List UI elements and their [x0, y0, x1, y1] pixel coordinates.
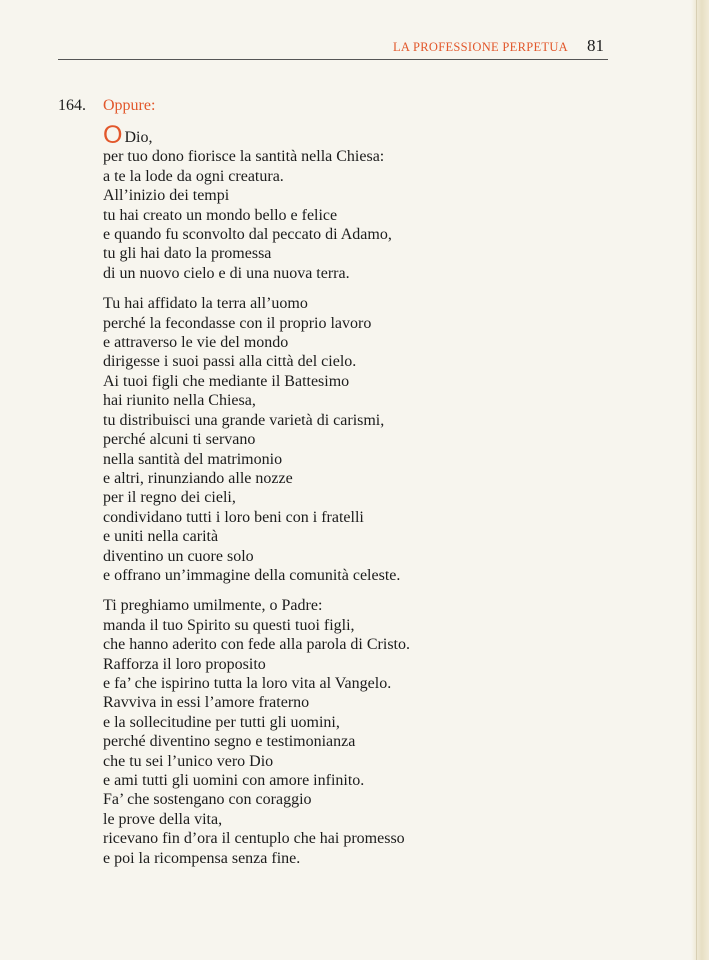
page-binding-edge: [691, 0, 709, 960]
prayer-line: condividano tutti i loro beni con i fratelli: [103, 508, 364, 526]
prayer-line: e poi la ricompensa senza fine.: [103, 849, 301, 867]
header-rule: [58, 59, 608, 60]
prayer-line: perché diventino segno e testimonianza: [103, 733, 356, 751]
prayer-line: che tu sei l’unico vero Dio: [103, 752, 274, 770]
prayer-line: per il regno dei cieli,: [103, 489, 236, 507]
prayer-text: [103, 121, 573, 879]
prayer-line: e ami tutti gli uomini con amore infinito.: [103, 772, 365, 789]
prayer-stanza: [103, 294, 573, 585]
prayer-line: tu hai creato un mondo bello e felice: [103, 206, 338, 224]
prayer-stanza: [103, 596, 573, 868]
prayer-line: e attraverso le vie del mondo: [103, 334, 289, 352]
prayer-line: hai riunito nella Chiesa,: [103, 392, 256, 410]
prayer-line: Ai tuoi figli che mediante il Battesimo: [103, 372, 350, 390]
first-line-text: Dio,: [124, 129, 153, 146]
prayer-line: tu distribuisci una grande varietà di carismi,: [103, 411, 385, 429]
prayer-line: perché la fecondasse con il proprio lavoro: [103, 314, 372, 332]
prayer-line: e offrano un’immagine della comunità celeste.: [103, 566, 401, 584]
prayer-line: che hanno aderito con fede alla parola di Cristo.: [103, 636, 410, 654]
page-header: [58, 30, 608, 58]
running-title: LA PROFESSIONE PERPETUA: [393, 40, 568, 54]
prayer-line: Rafforza il loro proposito: [103, 655, 266, 673]
page-number: 81: [587, 36, 604, 55]
prayer-line: e uniti nella carità: [103, 528, 219, 546]
prayer-line: a te la lode da ogni creatura.: [103, 167, 284, 185]
prayer-line: dirigesse i suoi passi alla città del cielo.: [103, 353, 357, 371]
prayer-line: le prove della vita,: [103, 810, 223, 828]
prayer-line: di un nuovo cielo e di una nuova terra.: [103, 264, 350, 282]
prayer-line: All’inizio dei tempi: [103, 187, 230, 205]
section-label: Oppure:: [103, 97, 156, 114]
prayer-stanzas: [103, 147, 573, 868]
page-binding-line: [696, 0, 697, 960]
section-number: 164.: [58, 97, 86, 114]
prayer-line: per tuo dono fiorisce la santità nella Chiesa:: [103, 148, 385, 166]
prayer-line: Tu hai affidato la terra all’uomo: [103, 295, 308, 313]
prayer-line: diventino un cuore solo: [103, 547, 254, 565]
prayer-line: perché alcuni ti servano: [103, 431, 256, 449]
prayer-line: ricevano fin d’ora il centuplo che hai promesso: [103, 830, 405, 848]
prayer-line: e la sollecitudine per tutti gli uomini,: [103, 713, 340, 731]
drop-cap: O: [103, 121, 123, 149]
prayer-line: tu gli hai dato la promessa: [103, 245, 272, 263]
prayer-line: Ti preghiamo umilmente, o Padre:: [103, 597, 323, 615]
prayer-line: Fa’ che sostengano con coraggio: [103, 791, 312, 809]
prayer-line: e fa’ che ispirino tutta la loro vita al Vangelo.: [103, 674, 392, 692]
prayer-line: manda il tuo Spirito su questi tuoi figli,: [103, 616, 355, 634]
first-line: [103, 121, 573, 149]
prayer-line: nella santità del matrimonio: [103, 450, 283, 468]
prayer-line: Ravviva in essi l’amore fraterno: [103, 694, 310, 712]
prayer-line: e quando fu sconvolto dal peccato di Adamo,: [103, 226, 392, 244]
prayer-stanza: [103, 147, 573, 283]
prayer-line: e altri, rinunziando alle nozze: [103, 469, 293, 487]
